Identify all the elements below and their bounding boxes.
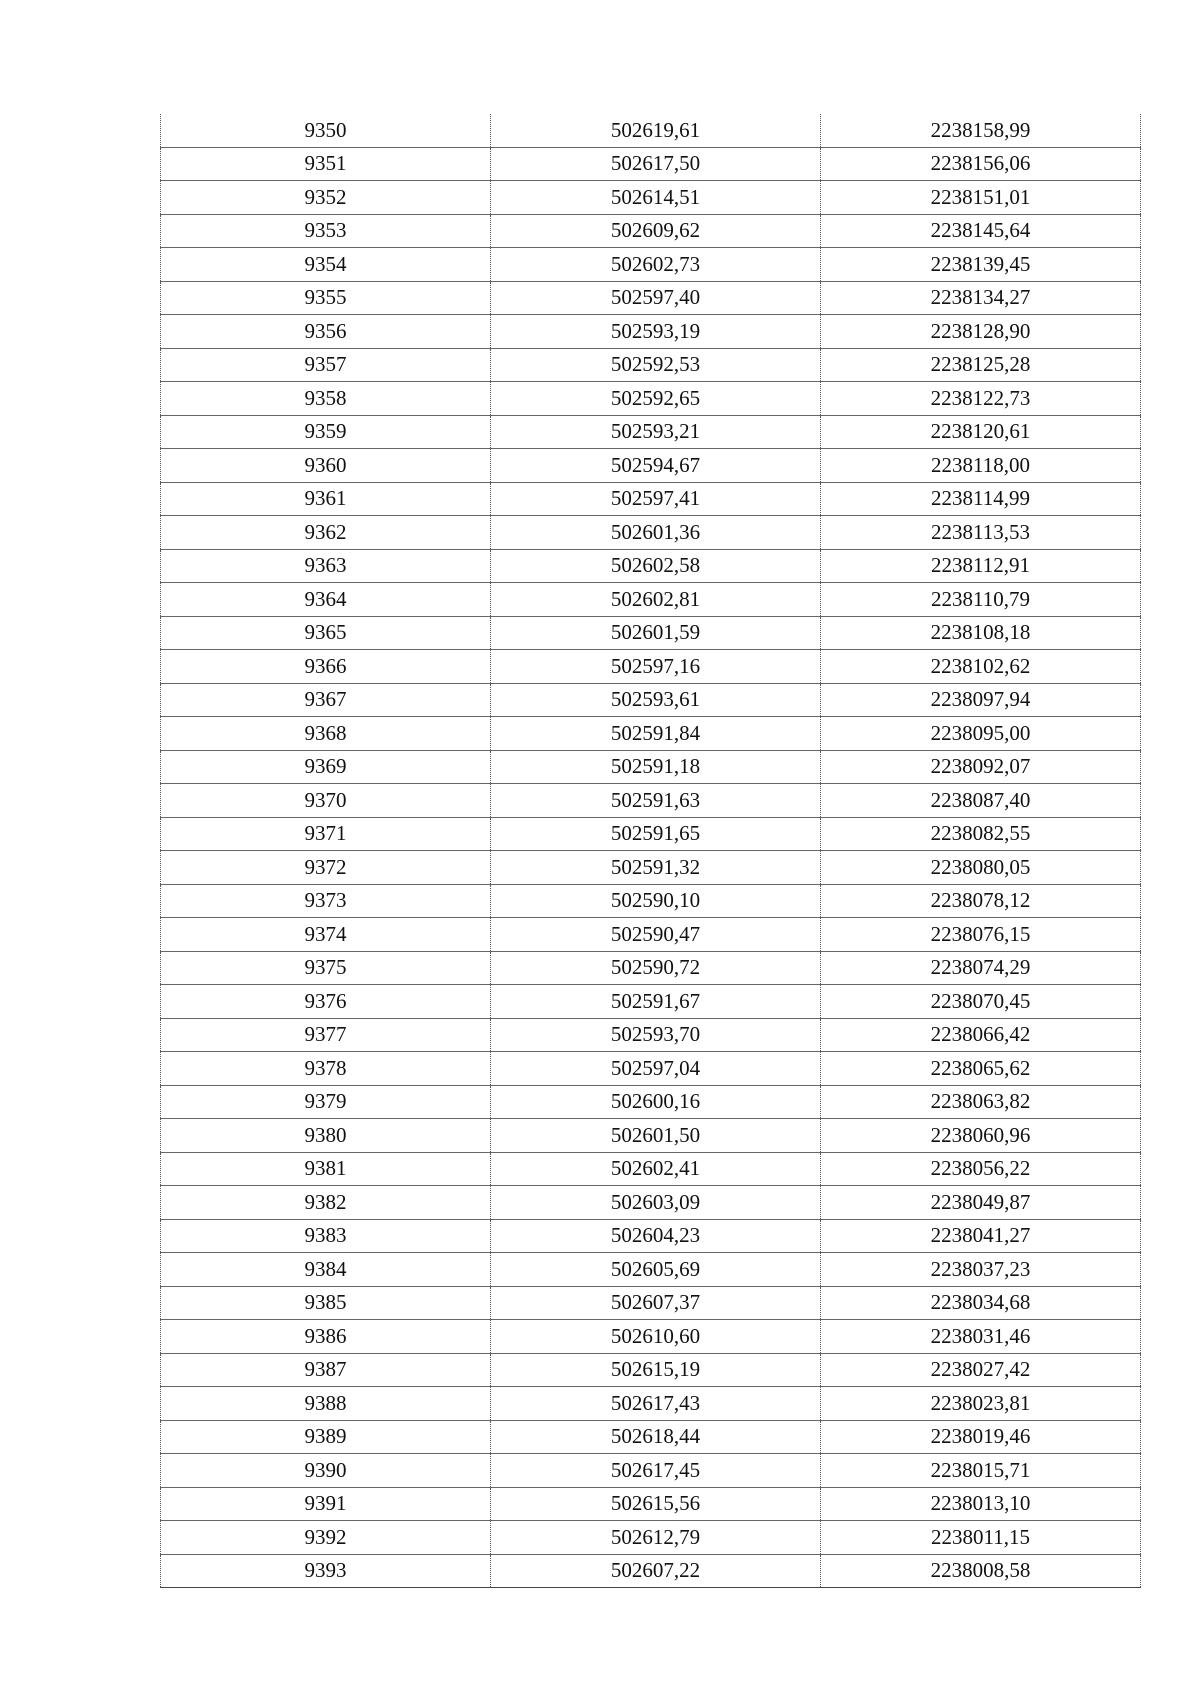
table-row xyxy=(161,214,1141,248)
x-coordinate-cell: 502609,62 xyxy=(491,214,821,248)
y-coordinate-cell: 2238008,58 xyxy=(821,1554,1141,1588)
x-coordinate-cell: 502607,37 xyxy=(491,1286,821,1320)
point-number-cell: 9393 xyxy=(161,1554,491,1588)
y-coordinate-cell: 2238125,28 xyxy=(821,348,1141,382)
point-number-cell: 9384 xyxy=(161,1253,491,1287)
y-coordinate-cell: 2238145,64 xyxy=(821,214,1141,248)
x-coordinate-cell: 502602,58 xyxy=(491,549,821,583)
x-coordinate-cell: 502602,73 xyxy=(491,248,821,282)
x-coordinate-cell: 502591,65 xyxy=(491,817,821,851)
x-coordinate-cell: 502601,36 xyxy=(491,516,821,550)
x-coordinate-cell: 502617,45 xyxy=(491,1454,821,1488)
x-coordinate-cell: 502591,32 xyxy=(491,851,821,885)
point-number-cell: 9352 xyxy=(161,181,491,215)
x-coordinate-cell: 502614,51 xyxy=(491,181,821,215)
point-number-cell: 9373 xyxy=(161,884,491,918)
point-number-cell: 9381 xyxy=(161,1152,491,1186)
table-row xyxy=(161,1487,1141,1521)
y-coordinate-cell: 2238060,96 xyxy=(821,1119,1141,1153)
y-coordinate-cell: 2238095,00 xyxy=(821,717,1141,751)
y-coordinate-cell: 2238128,90 xyxy=(821,315,1141,349)
x-coordinate-cell: 502612,79 xyxy=(491,1521,821,1555)
y-coordinate-cell: 2238092,07 xyxy=(821,750,1141,784)
x-coordinate-cell: 502607,22 xyxy=(491,1554,821,1588)
point-number-cell: 9391 xyxy=(161,1487,491,1521)
x-coordinate-cell: 502593,70 xyxy=(491,1018,821,1052)
y-coordinate-cell: 2238070,45 xyxy=(821,985,1141,1019)
point-number-cell: 9360 xyxy=(161,449,491,483)
y-coordinate-cell: 2238056,22 xyxy=(821,1152,1141,1186)
x-coordinate-cell: 502593,19 xyxy=(491,315,821,349)
x-coordinate-cell: 502619,61 xyxy=(491,114,821,147)
point-number-cell: 9390 xyxy=(161,1454,491,1488)
point-number-cell: 9386 xyxy=(161,1320,491,1354)
table-row xyxy=(161,1554,1141,1588)
y-coordinate-cell: 2238074,29 xyxy=(821,951,1141,985)
point-number-cell: 9371 xyxy=(161,817,491,851)
coordinates-table-body xyxy=(161,114,1141,1588)
point-number-cell: 9364 xyxy=(161,583,491,617)
x-coordinate-cell: 502593,21 xyxy=(491,415,821,449)
x-coordinate-cell: 502591,84 xyxy=(491,717,821,751)
x-coordinate-cell: 502592,65 xyxy=(491,382,821,416)
y-coordinate-cell: 2238027,42 xyxy=(821,1353,1141,1387)
x-coordinate-cell: 502593,61 xyxy=(491,683,821,717)
table-row xyxy=(161,1454,1141,1488)
y-coordinate-cell: 2238122,73 xyxy=(821,382,1141,416)
table-row xyxy=(161,449,1141,483)
table-row xyxy=(161,114,1141,147)
x-coordinate-cell: 502592,53 xyxy=(491,348,821,382)
point-number-cell: 9355 xyxy=(161,281,491,315)
point-number-cell: 9353 xyxy=(161,214,491,248)
y-coordinate-cell: 2238076,15 xyxy=(821,918,1141,952)
y-coordinate-cell: 2238049,87 xyxy=(821,1186,1141,1220)
y-coordinate-cell: 2238112,91 xyxy=(821,549,1141,583)
y-coordinate-cell: 2238013,10 xyxy=(821,1487,1141,1521)
table-row xyxy=(161,147,1141,181)
point-number-cell: 9357 xyxy=(161,348,491,382)
point-number-cell: 9392 xyxy=(161,1521,491,1555)
y-coordinate-cell: 2238113,53 xyxy=(821,516,1141,550)
y-coordinate-cell: 2238087,40 xyxy=(821,784,1141,818)
table-row xyxy=(161,315,1141,349)
point-number-cell: 9387 xyxy=(161,1353,491,1387)
table-row xyxy=(161,382,1141,416)
table-row xyxy=(161,1387,1141,1421)
point-number-cell: 9380 xyxy=(161,1119,491,1153)
table-row xyxy=(161,348,1141,382)
point-number-cell: 9382 xyxy=(161,1186,491,1220)
table-row xyxy=(161,1186,1141,1220)
point-number-cell: 9369 xyxy=(161,750,491,784)
x-coordinate-cell: 502603,09 xyxy=(491,1186,821,1220)
point-number-cell: 9361 xyxy=(161,482,491,516)
table-row xyxy=(161,683,1141,717)
y-coordinate-cell: 2238065,62 xyxy=(821,1052,1141,1086)
point-number-cell: 9385 xyxy=(161,1286,491,1320)
point-number-cell: 9377 xyxy=(161,1018,491,1052)
table-row xyxy=(161,1085,1141,1119)
y-coordinate-cell: 2238118,00 xyxy=(821,449,1141,483)
table-row xyxy=(161,918,1141,952)
table-row xyxy=(161,784,1141,818)
y-coordinate-cell: 2238156,06 xyxy=(821,147,1141,181)
table-row xyxy=(161,817,1141,851)
y-coordinate-cell: 2238063,82 xyxy=(821,1085,1141,1119)
point-number-cell: 9370 xyxy=(161,784,491,818)
table-row xyxy=(161,1521,1141,1555)
point-number-cell: 9366 xyxy=(161,650,491,684)
point-number-cell: 9379 xyxy=(161,1085,491,1119)
y-coordinate-cell: 2238120,61 xyxy=(821,415,1141,449)
point-number-cell: 9389 xyxy=(161,1420,491,1454)
point-number-cell: 9375 xyxy=(161,951,491,985)
point-number-cell: 9376 xyxy=(161,985,491,1019)
table-row xyxy=(161,583,1141,617)
point-number-cell: 9367 xyxy=(161,683,491,717)
y-coordinate-cell: 2238102,62 xyxy=(821,650,1141,684)
x-coordinate-cell: 502615,19 xyxy=(491,1353,821,1387)
x-coordinate-cell: 502600,16 xyxy=(491,1085,821,1119)
x-coordinate-cell: 502615,56 xyxy=(491,1487,821,1521)
point-number-cell: 9383 xyxy=(161,1219,491,1253)
table-row xyxy=(161,1219,1141,1253)
table-row xyxy=(161,1253,1141,1287)
table-row xyxy=(161,248,1141,282)
x-coordinate-cell: 502610,60 xyxy=(491,1320,821,1354)
table-row xyxy=(161,1286,1141,1320)
x-coordinate-cell: 502591,67 xyxy=(491,985,821,1019)
table-row xyxy=(161,717,1141,751)
x-coordinate-cell: 502601,59 xyxy=(491,616,821,650)
y-coordinate-cell: 2238151,01 xyxy=(821,181,1141,215)
table-row xyxy=(161,985,1141,1019)
point-number-cell: 9388 xyxy=(161,1387,491,1421)
table-row xyxy=(161,851,1141,885)
x-coordinate-cell: 502591,63 xyxy=(491,784,821,818)
x-coordinate-cell: 502618,44 xyxy=(491,1420,821,1454)
table-row xyxy=(161,1320,1141,1354)
table-row xyxy=(161,951,1141,985)
y-coordinate-cell: 2238041,27 xyxy=(821,1219,1141,1253)
point-number-cell: 9374 xyxy=(161,918,491,952)
table-row xyxy=(161,181,1141,215)
y-coordinate-cell: 2238031,46 xyxy=(821,1320,1141,1354)
table-row xyxy=(161,1052,1141,1086)
x-coordinate-cell: 502590,47 xyxy=(491,918,821,952)
y-coordinate-cell: 2238110,79 xyxy=(821,583,1141,617)
point-number-cell: 9362 xyxy=(161,516,491,550)
point-number-cell: 9368 xyxy=(161,717,491,751)
y-coordinate-cell: 2238011,15 xyxy=(821,1521,1141,1555)
y-coordinate-cell: 2238078,12 xyxy=(821,884,1141,918)
point-number-cell: 9365 xyxy=(161,616,491,650)
table-row xyxy=(161,1420,1141,1454)
point-number-cell: 9354 xyxy=(161,248,491,282)
point-number-cell: 9358 xyxy=(161,382,491,416)
table-row xyxy=(161,482,1141,516)
y-coordinate-cell: 2238015,71 xyxy=(821,1454,1141,1488)
point-number-cell: 9351 xyxy=(161,147,491,181)
x-coordinate-cell: 502597,40 xyxy=(491,281,821,315)
table-row xyxy=(161,1152,1141,1186)
table-row xyxy=(161,415,1141,449)
table-row xyxy=(161,281,1141,315)
table-row xyxy=(161,549,1141,583)
point-number-cell: 9372 xyxy=(161,851,491,885)
y-coordinate-cell: 2238034,68 xyxy=(821,1286,1141,1320)
point-number-cell: 9378 xyxy=(161,1052,491,1086)
x-coordinate-cell: 502597,41 xyxy=(491,482,821,516)
point-number-cell: 9363 xyxy=(161,549,491,583)
table-row xyxy=(161,884,1141,918)
x-coordinate-cell: 502602,81 xyxy=(491,583,821,617)
y-coordinate-cell: 2238037,23 xyxy=(821,1253,1141,1287)
x-coordinate-cell: 502590,10 xyxy=(491,884,821,918)
x-coordinate-cell: 502617,43 xyxy=(491,1387,821,1421)
coordinates-table xyxy=(160,114,1141,1588)
y-coordinate-cell: 2238066,42 xyxy=(821,1018,1141,1052)
y-coordinate-cell: 2238114,99 xyxy=(821,482,1141,516)
y-coordinate-cell: 2238097,94 xyxy=(821,683,1141,717)
y-coordinate-cell: 2238139,45 xyxy=(821,248,1141,282)
x-coordinate-cell: 502605,69 xyxy=(491,1253,821,1287)
x-coordinate-cell: 502601,50 xyxy=(491,1119,821,1153)
table-row xyxy=(161,1018,1141,1052)
y-coordinate-cell: 2238108,18 xyxy=(821,616,1141,650)
table-row xyxy=(161,516,1141,550)
x-coordinate-cell: 502597,16 xyxy=(491,650,821,684)
x-coordinate-cell: 502602,41 xyxy=(491,1152,821,1186)
point-number-cell: 9350 xyxy=(161,114,491,147)
table-row xyxy=(161,650,1141,684)
y-coordinate-cell: 2238082,55 xyxy=(821,817,1141,851)
table-row xyxy=(161,750,1141,784)
x-coordinate-cell: 502617,50 xyxy=(491,147,821,181)
y-coordinate-cell: 2238134,27 xyxy=(821,281,1141,315)
y-coordinate-cell: 2238023,81 xyxy=(821,1387,1141,1421)
x-coordinate-cell: 502591,18 xyxy=(491,750,821,784)
y-coordinate-cell: 2238158,99 xyxy=(821,114,1141,147)
table-row xyxy=(161,1119,1141,1153)
y-coordinate-cell: 2238080,05 xyxy=(821,851,1141,885)
point-number-cell: 9356 xyxy=(161,315,491,349)
point-number-cell: 9359 xyxy=(161,415,491,449)
x-coordinate-cell: 502604,23 xyxy=(491,1219,821,1253)
x-coordinate-cell: 502594,67 xyxy=(491,449,821,483)
y-coordinate-cell: 2238019,46 xyxy=(821,1420,1141,1454)
table-row xyxy=(161,616,1141,650)
x-coordinate-cell: 502597,04 xyxy=(491,1052,821,1086)
x-coordinate-cell: 502590,72 xyxy=(491,951,821,985)
table-row xyxy=(161,1353,1141,1387)
